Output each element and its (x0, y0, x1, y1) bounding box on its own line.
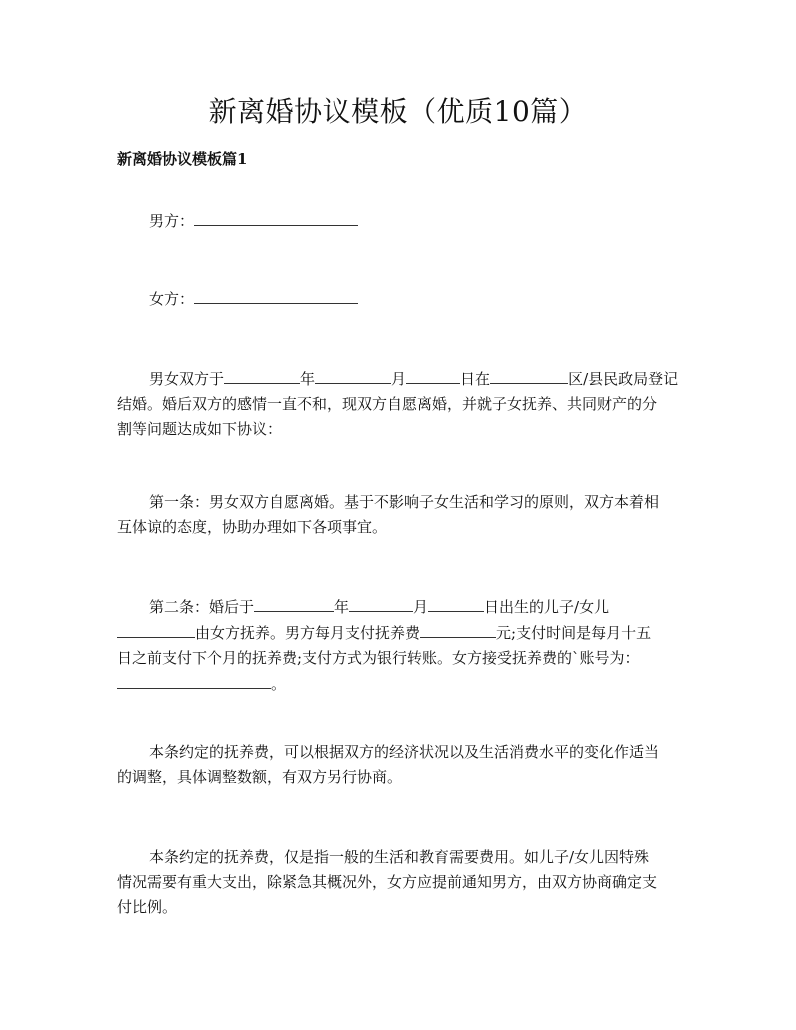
birth-year-blank (254, 594, 334, 612)
male-name-blank (194, 208, 358, 226)
note-2-line-1: 本条约定的抚养费，仅是指一般的生活和教育需要费用。如儿子/女儿因特殊 (149, 848, 650, 866)
birth-month-blank (349, 594, 413, 612)
note-2-line-3: 付比例。 (117, 898, 178, 916)
female-label: 女方： (149, 290, 195, 308)
support-amount-blank (420, 620, 496, 638)
section-title: 新离婚协议模板篇1 (117, 150, 248, 168)
article-2-line-2: 由女方抚养。男方每月支付抚养费 元;支付时间是每月十五 (117, 620, 683, 646)
account-number-blank (117, 671, 271, 689)
note-1-line-2: 的调整，具体调整数额，有双方另行协商。 (117, 768, 403, 786)
intro-line-3: 割等问题达成如下协议： (117, 420, 283, 438)
marriage-day-blank (406, 366, 460, 384)
article-2-line-1: 第二条：婚后于 年 月 日出生的儿子/女儿 (117, 594, 683, 620)
intro-paragraph (117, 366, 683, 442)
registry-district-blank (490, 366, 568, 384)
marriage-year-blank (224, 366, 300, 384)
male-field-row (117, 208, 683, 234)
birth-day-blank (428, 594, 484, 612)
female-name-blank (194, 286, 358, 304)
article-2-line-4: 。 (117, 671, 683, 697)
note-1-line-1: 本条约定的抚养费，可以根据双方的经济状况以及生活消费水平的变化作适当 (149, 743, 660, 761)
article-2-paragraph (117, 594, 683, 697)
marriage-month-blank (315, 366, 391, 384)
document-title: 新离婚协议模板（优质10篇） (208, 95, 588, 128)
article-2-line-3: 日之前支付下个月的抚养费;支付方式为银行转账。女方接受抚养费的`账号为： (117, 649, 640, 667)
intro-line-1: 男女双方于 年 月 日在 区/县民政局登记 (117, 366, 683, 392)
article-1-line-1: 第一条：男女双方自愿离婚。基于不影响子女生活和学习的原则，双方本着相 (149, 493, 660, 511)
note-1-paragraph (117, 740, 683, 790)
male-label: 男方： (149, 212, 195, 230)
child-name-blank (117, 620, 195, 638)
female-field-row (117, 286, 683, 312)
note-2-line-2: 情况需要有重大支出，除紧急其概况外，女方应提前通知男方，由双方协商确定支 (117, 873, 658, 891)
note-2-paragraph (117, 845, 683, 920)
intro-line-2: 结婚。婚后双方的感情一直不和，现双方自愿离婚，并就子女抚养、共同财产的分 (117, 395, 658, 413)
article-1-line-2: 互体谅的态度，协助办理如下各项事宜。 (117, 518, 388, 536)
article-1-paragraph (117, 490, 683, 540)
